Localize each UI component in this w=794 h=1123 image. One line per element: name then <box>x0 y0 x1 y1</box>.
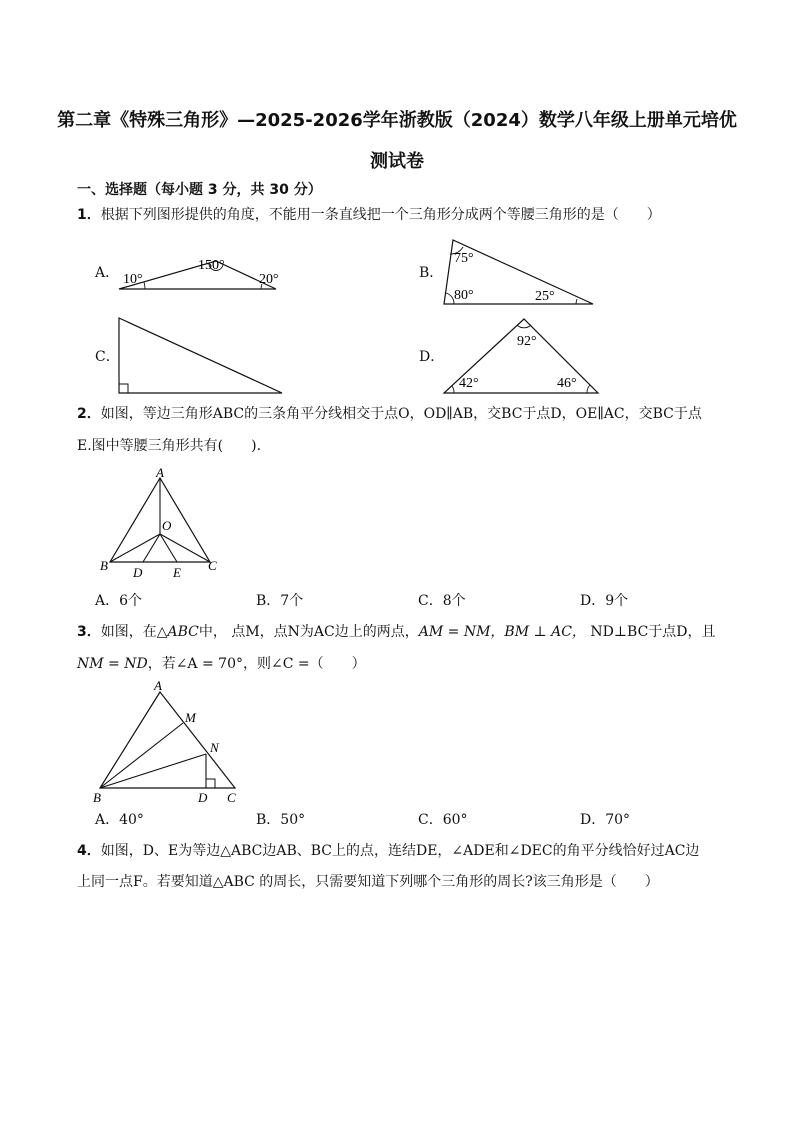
point-label-d: D <box>198 790 208 805</box>
figure-1a-triangle <box>115 250 285 295</box>
angle-label: 25° <box>535 289 555 304</box>
question-number: 2． <box>77 406 101 422</box>
question-2-line2: E.图中等腰三角形共有( ). <box>77 438 262 454</box>
point-label-b: B <box>93 790 101 805</box>
point-label-m: M <box>185 710 196 725</box>
question-3 <box>77 623 716 641</box>
answer-option-b[interactable]: B．7个 <box>256 593 304 609</box>
answer-option-a[interactable]: A．40° <box>95 812 144 828</box>
page-title: 第二章《特殊三角形》—2025-2026学年浙教版（2024）数学八年级上册单元培优 <box>57 110 737 131</box>
question-text: ，若∠A = 70°，则∠C =（ ） <box>147 656 366 672</box>
angle-label: 10° <box>123 272 143 287</box>
question-text: ND⊥BC于点D，且 <box>585 624 716 640</box>
section-heading: 一、选择题（每小题 3 分，共 30 分） <box>77 182 322 198</box>
question-number: 3． <box>77 624 101 640</box>
angle-label: 20° <box>259 272 279 287</box>
math-expression: NM = ND <box>77 656 148 672</box>
point-label-b: B <box>100 558 108 573</box>
point-label-c: C <box>208 558 217 573</box>
angle-label: 75° <box>454 251 474 266</box>
question-text: 如图，D、E为等边△ABC边AB、BC上的点，连结DE，∠ADE和∠DEC的角平分线恰好过AC边 <box>100 843 700 859</box>
figure-1c-right-triangle <box>112 313 287 397</box>
angle-label: 42° <box>459 376 479 391</box>
angle-label: 92° <box>517 334 537 349</box>
point-label-e: E <box>173 565 181 580</box>
figure-2-equilateral-triangle <box>95 466 225 580</box>
angle-label: 150° <box>198 258 225 273</box>
question-text: 如图，等边三角形ABC的三条角平分线相交于点O，OD∥AB，交BC于点D，OE∥AC，交BC于点 <box>100 406 702 422</box>
point-label-c: C <box>227 790 236 805</box>
option-label-a: A． <box>95 265 120 281</box>
point-label-o: O <box>162 518 172 533</box>
answer-option-a[interactable]: A．6个 <box>95 593 143 609</box>
question-2 <box>77 405 702 423</box>
question-text: 中， 点M，点N为AC边上的两点， <box>198 624 419 640</box>
angle-label: 46° <box>557 376 577 391</box>
math-expression: AM = NM，BM ⊥ AC， <box>418 624 586 640</box>
math-expression: △ABC <box>156 624 199 640</box>
question-text: 如图，在 <box>100 624 157 640</box>
answer-option-d[interactable]: D．70° <box>580 812 631 828</box>
figure-1b-triangle <box>440 236 600 308</box>
answer-option-c[interactable]: C．8个 <box>418 593 466 609</box>
point-label-d: D <box>133 565 143 580</box>
answer-option-b[interactable]: B．50° <box>256 812 306 828</box>
point-label-n: N <box>210 740 219 755</box>
figure-3-triangle <box>90 678 250 806</box>
question-4 <box>77 842 699 860</box>
question-text: 根据下列图形提供的角度，不能用一条直线把一个三角形分成两个等腰三角形的是（ ） <box>100 207 661 223</box>
option-label-b: B． <box>419 265 444 281</box>
option-label-d: D． <box>419 349 445 365</box>
answer-option-c[interactable]: C．60° <box>418 812 468 828</box>
question-number: 1． <box>77 207 101 223</box>
point-label-a: A <box>154 678 162 693</box>
option-label-c: C． <box>95 349 120 365</box>
angle-label: 80° <box>454 288 474 303</box>
answer-option-d[interactable]: D．9个 <box>580 593 629 609</box>
point-label-a: A <box>156 466 164 480</box>
question-3-line2 <box>77 655 366 673</box>
question-4-line2: 上同一点F。若要知道△ABC 的周长，只需要知道下列哪个三角形的周长?该三角形是（ ） <box>77 874 659 890</box>
question-number: 4． <box>77 843 101 859</box>
figure-1d-triangle <box>440 315 605 397</box>
question-1 <box>77 206 661 224</box>
page-title-line2: 测试卷 <box>370 151 424 172</box>
